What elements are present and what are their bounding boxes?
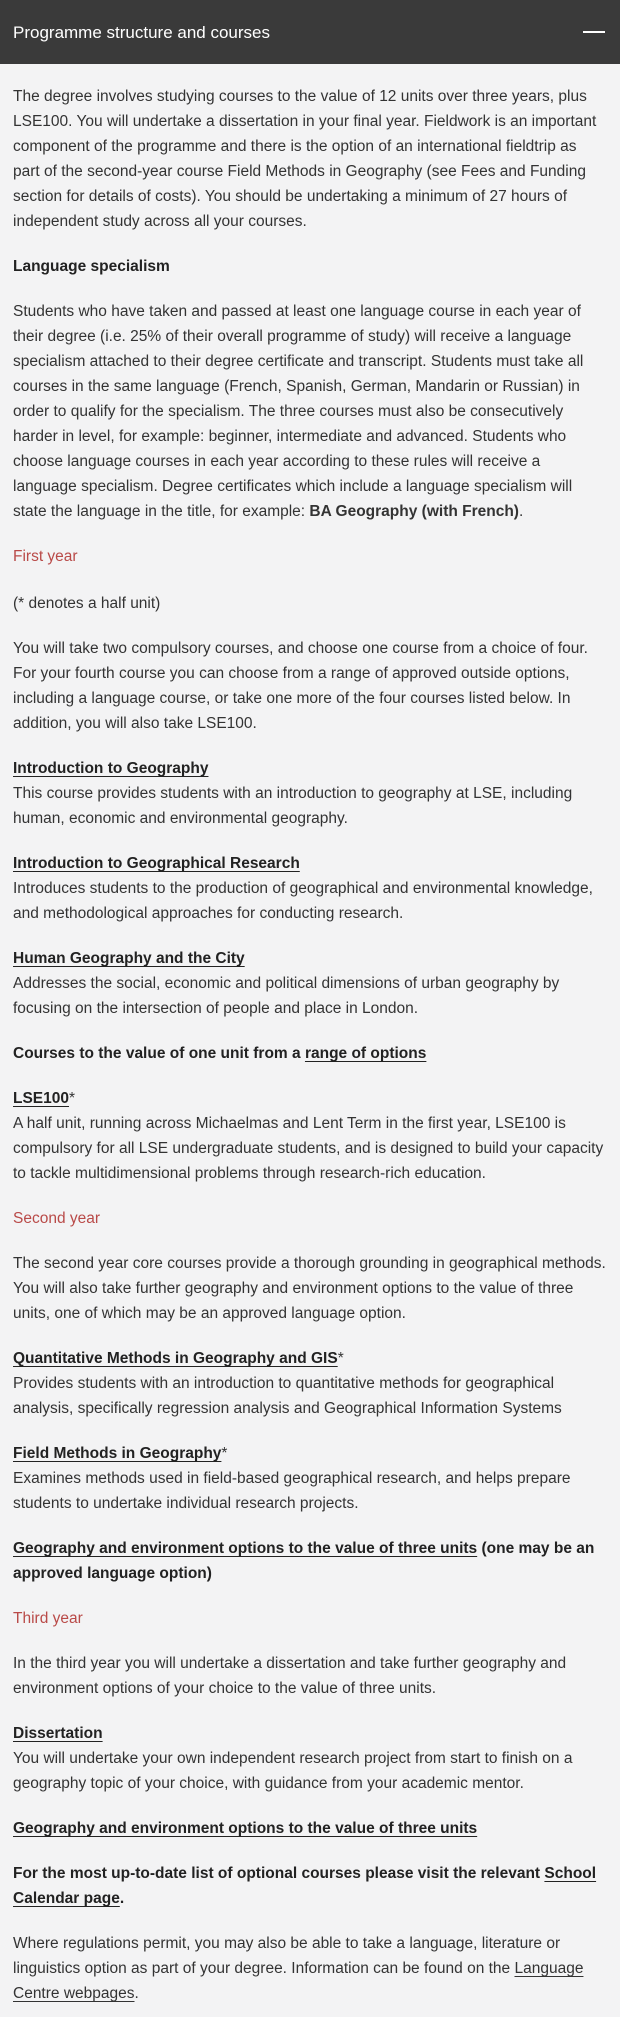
course-link-dissertation[interactable]: Dissertation <box>13 1725 103 1742</box>
course-link-geographical-research[interactable]: Introduction to Geographical Research <box>13 855 300 872</box>
calendar-note: For the most up-to-date list of optional courses please visit the relevant School Calendar page. <box>13 1865 597 1907</box>
section-title: Programme structure and courses <box>13 22 270 42</box>
course-description: Examines methods used in field-based geographical research, and helps prepare students to undertake individual research projects. <box>13 1470 571 1512</box>
course-link-human-geography-city[interactable]: Human Geography and the City <box>13 950 245 967</box>
course-item <box>13 1441 607 1516</box>
first-year-options: Courses to the value of one unit from a range of options <box>13 1045 427 1062</box>
course-description: This course provides students with an introduction to geography at LSE, including human, economic and environmental geography. <box>13 785 573 827</box>
second-year-intro: The second year core courses provide a thorough grounding in geographical methods. You will also take further geography and environment options to the value of three units, one of which may be an approved language option. <box>13 1255 606 1322</box>
course-item <box>13 1346 607 1421</box>
third-year-options-link[interactable]: Geography and environment options to the value of three units <box>13 1820 478 1837</box>
language-specialism-heading: Language specialism <box>13 258 170 275</box>
minus-icon[interactable] <box>583 31 605 33</box>
course-item <box>13 1721 607 1796</box>
course-link-quantitative-methods[interactable]: Quantitative Methods in Geography and GIS <box>13 1350 338 1367</box>
course-description: Provides students with an introduction to quantitative methods for geographical analysis, specifically regression analysis and Geographical Information Systems <box>13 1375 562 1417</box>
course-item <box>13 946 607 1021</box>
language-centre-link[interactable]: Language Centre webpages <box>13 1960 584 2002</box>
course-item <box>13 756 607 831</box>
third-year-intro: In the third year you will undertake a dissertation and take further geography and environment options of your choice to the value of three units. <box>13 1655 567 1697</box>
course-item <box>13 851 607 926</box>
intro-text: The degree involves studying courses to the value of 12 units over three years, plus LSE100. You will undertake a dissertation in your final year. Fieldwork is an important component of the programme and there is the option of an international fieldtrip as part of the second-year course Field Methods in Geography (see Fees and Funding section for details of costs). You should be undertaking a minimum of 27 hours of independent study across all your courses. <box>13 88 597 230</box>
course-link-intro-geography[interactable]: Introduction to Geography <box>13 760 209 777</box>
first-year-intro: You will take two compulsory courses, and choose one course from a choice of four. For your fourth course you can choose from a range of approved outside options, including a language course, or take one more of the four courses listed below. In addition, you will also take LSE100. <box>13 640 588 732</box>
half-unit-star: * <box>221 1445 228 1462</box>
school-calendar-link[interactable]: School Calendar page <box>13 1865 597 1907</box>
half-unit-star: * <box>337 1350 344 1367</box>
range-of-options-link[interactable]: range of options <box>304 1045 427 1062</box>
half-unit-note: (* denotes a half unit) <box>13 595 161 612</box>
second-year-heading: Second year <box>13 1210 101 1227</box>
course-description: Addresses the social, economic and political dimensions of urban geography by focusing on the intersection of people and place in London. <box>13 975 560 1017</box>
course-item <box>13 1086 607 1186</box>
course-link-lse100[interactable]: LSE100 <box>13 1090 70 1107</box>
course-link-field-methods[interactable]: Field Methods in Geography <box>13 1445 222 1462</box>
language-specialism-text: Students who have taken and passed at least one language course in each year of their degree (i.e. 25% of their overall programme of study) will receive a language specialism attached to their degree certificate and transcript. Students must take all courses in the same language (French, Spanish, German, Mandarin or Russian) in order to qualify for the specialism. The three courses must also be consecutively harder in level, for example: beginner, intermediate and advanced. Students who choose language courses in each year according to these rules will receive a language specialism. Degree certificates which include a language specialism will state the language in the title, for example: BA Geography (with French). <box>13 303 584 520</box>
course-description: A half unit, running across Michaelmas and Lent Term in the first year, LSE100 is compulsory for all LSE undergraduate students, and is designed to build your capacity to tackle multidimensional problems through research-rich education. <box>13 1115 604 1182</box>
language-centre-note: Where regulations permit, you may also be able to take a language, literature or linguistics option as part of your degree. Information can be found on the Language Centre webpages. <box>13 1935 584 2002</box>
course-description: Introduces students to the production of geographical and environmental knowledge, and methodological approaches for conducting research. <box>13 880 593 922</box>
accordion-content <box>0 64 620 2006</box>
accordion-header[interactable] <box>0 0 620 64</box>
third-year-options <box>13 1816 607 1841</box>
second-year-options-link[interactable]: Geography and environment options to the value of three units <box>13 1540 478 1557</box>
second-year-options: Geography and environment options to the value of three units (one may be an approved language option) <box>13 1540 595 1582</box>
course-description: You will undertake your own independent research project from start to finish on a geography topic of your choice, with guidance from your academic mentor. <box>13 1750 573 1792</box>
degree-example: BA Geography (with French) <box>309 503 519 520</box>
third-year-heading: Third year <box>13 1610 83 1627</box>
first-year-heading: First year <box>13 548 78 565</box>
half-unit-star: * <box>69 1090 76 1107</box>
